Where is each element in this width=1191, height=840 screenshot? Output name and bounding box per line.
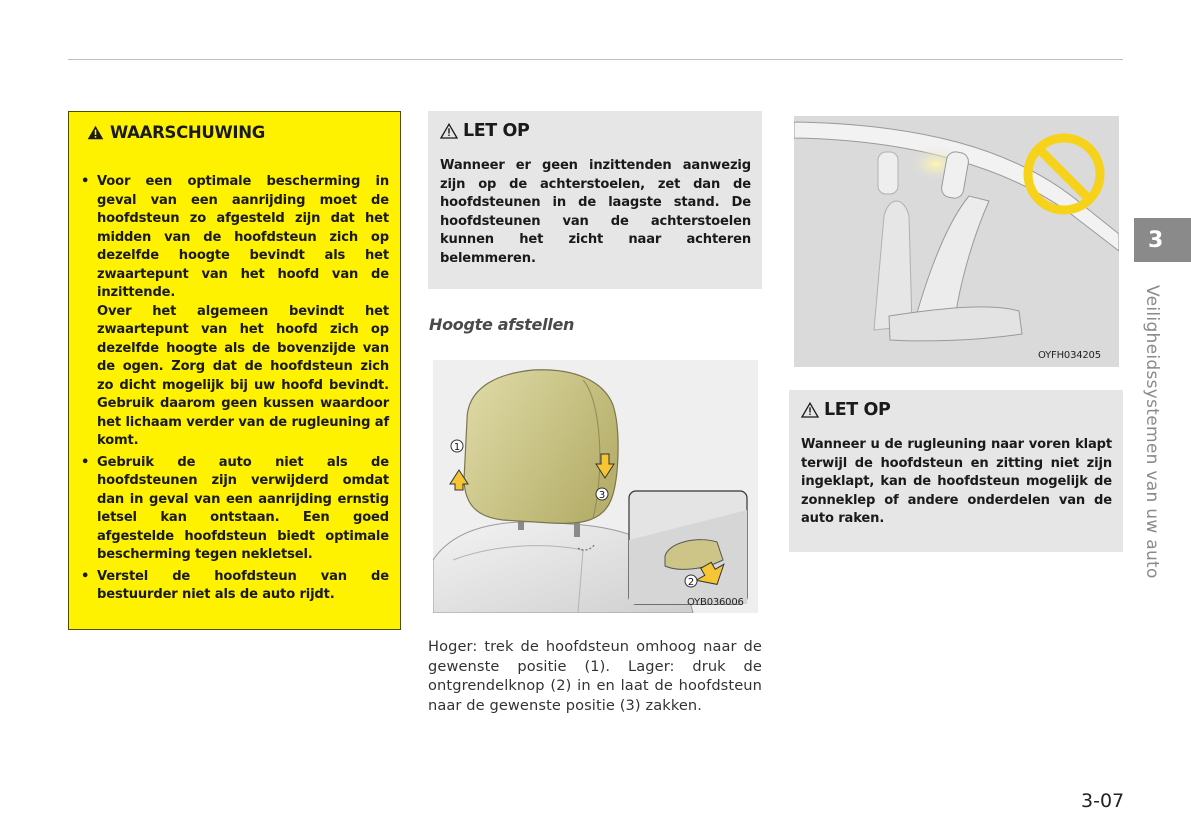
page-number: 3-07 xyxy=(1081,790,1125,812)
caution-header xyxy=(801,400,1112,420)
caution-header xyxy=(440,121,751,141)
figure-code: OYFH034205 xyxy=(1038,350,1101,361)
caution-box-rear-headrests xyxy=(428,111,762,289)
warning-header xyxy=(87,123,389,142)
caution-triangle-icon xyxy=(440,123,458,139)
seat-drawing xyxy=(794,116,1119,367)
warning-triangle-icon xyxy=(87,125,104,140)
body-paragraph: Hoger: trek de hoofdsteun omhoog naar de gewenste positie (1). Lager: druk de ontgrendelknop (2) in en laat de hoofdsteun naar de gewenste positie (3) zakken. xyxy=(428,638,762,714)
caution-title: LET OP xyxy=(463,121,530,141)
callout-1: 1 xyxy=(453,442,461,453)
chapter-tab: 3 xyxy=(1134,218,1191,262)
warning-box xyxy=(68,111,401,630)
caution-text: Wanneer er geen inzittenden aanwezig zijn op de achterstoelen, zet dan de hoofdsteunen in de laagste stand. De hoofdsteunen van de achterstoelen kunnen het zicht naar achteren belemmeren. xyxy=(440,158,751,266)
caution-text: Wanneer u de rugleuning naar voren klapt terwijl de hoofdsteun en zitting niet zijn ingeklapt, kan de hoofdsteun mogelijk de zonneklep of andere onderdelen van de auto raken. xyxy=(801,437,1112,526)
caution-title: LET OP xyxy=(824,400,891,420)
callout-2: 2 xyxy=(687,577,695,588)
headrest-adjustment-illustration xyxy=(433,360,758,613)
figure-code: OYB036006 xyxy=(687,597,744,608)
warning-item: • Voor een optimale bescherming in geval van een aanrijding moet de hoofdsteun zo afgesteld zijn dat het midden van de hoofdsteun zich op dezelfde hoogte bevindt als het zwaartepunt van het hoofd van de inzittende. Over het algemeen bevindt het zwaartepunt van het hoofd zich op dezelfde hoogte als de bovenzijde van de ogen. Zorg dat de hoofdsteun zich zo dicht mogelijk bij uw hoofd bevindt. Gebruik daarom geen kussen waardoor het lichaam verder van de rugleuning af komt. xyxy=(81,173,389,451)
header-rule xyxy=(68,59,1123,60)
warning-item: • Verstel de hoofdsteun van de bestuurder niet als de auto rijdt. xyxy=(81,568,389,605)
seat-fold-illustration xyxy=(794,116,1119,367)
warning-item: • Gebruik de auto niet als de hoofdsteunen zijn verwijderd omdat dan in geval van een aanrijding ernstig letsel kan ontstaan. Een goed afgestelde hoofdsteun biedt optimale bescherming tegen nekletsel. xyxy=(81,454,389,565)
chapter-title: Veiligheidssystemen van uw auto xyxy=(1142,285,1162,579)
warning-title: WAARSCHUWING xyxy=(110,123,265,142)
section-heading: Hoogte afstellen xyxy=(429,315,575,334)
caution-box-seat-fold xyxy=(789,390,1123,552)
warning-list xyxy=(81,173,389,605)
headrest-drawing xyxy=(433,360,758,613)
caution-triangle-icon xyxy=(801,402,819,418)
callout-3: 3 xyxy=(598,490,606,501)
